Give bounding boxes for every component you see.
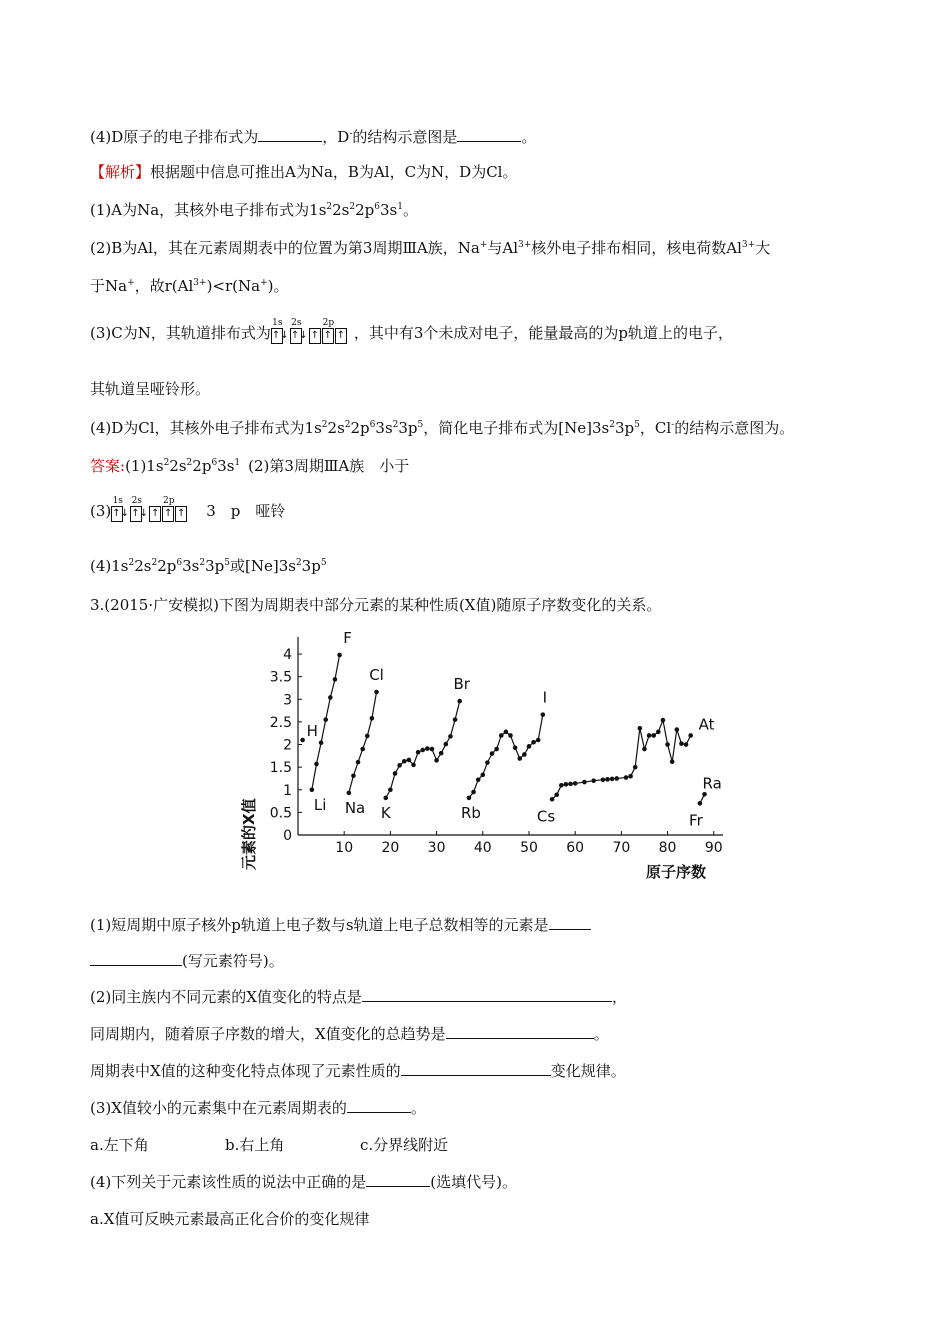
option-c[interactable]: c.分界线附近 [360, 1136, 449, 1154]
answer-blank[interactable] [401, 1061, 551, 1076]
answer-blank[interactable] [457, 127, 521, 142]
element-label: Rb [460, 803, 481, 822]
data-point [559, 783, 564, 788]
text: (4)D原子的电子排布式为 [90, 128, 259, 146]
data-point [310, 787, 315, 792]
data-point [601, 778, 606, 783]
answer-tag: 答案: [90, 457, 126, 475]
analysis-p3-cont: 其轨道呈哑铃形。 [90, 380, 211, 398]
data-point [365, 734, 370, 739]
y-tick-label: 0 [283, 828, 292, 844]
element-label: Li [313, 795, 327, 814]
data-point [453, 717, 458, 722]
data-point [698, 801, 703, 806]
data-point [333, 677, 338, 682]
data-point [319, 740, 324, 745]
data-point [665, 742, 670, 747]
x-value-chart [240, 628, 732, 885]
y-tick-label: 2.5 [269, 714, 292, 731]
data-point [360, 747, 365, 752]
data-point [407, 758, 412, 763]
sup: - [349, 129, 353, 139]
answer-blank[interactable] [366, 1172, 430, 1187]
answer-blank[interactable] [446, 1024, 594, 1039]
q3-s2: (2)同主族内不同元素的X值变化的特点是 ， [90, 988, 627, 1006]
data-point [467, 796, 472, 801]
data-point [402, 759, 407, 764]
element-label: F [343, 628, 352, 647]
data-point [550, 797, 555, 802]
data-point [591, 778, 596, 783]
answer-line-1: 答案$:(1)1s^22s^22p^63s^1$ (2)第3周期ⅢA族 小于 [90, 457, 410, 475]
data-point [513, 745, 518, 750]
data-point [434, 758, 439, 763]
data-point [541, 712, 546, 717]
text: 的结构示意图是 [352, 128, 458, 146]
x-tick-label: 20 [381, 840, 400, 856]
chart-axes [270, 637, 723, 856]
data-point [485, 760, 490, 765]
element-label: Cl [369, 666, 384, 685]
orbital-1s: 1s ↑↓ [111, 496, 124, 522]
q3-s1-cont: (写元素符号)。 [90, 950, 284, 972]
element-label: Cs [536, 807, 556, 826]
data-point [457, 699, 462, 704]
data-point [679, 741, 684, 746]
data-point [388, 787, 393, 792]
option-a[interactable]: a.左下角 [90, 1136, 149, 1154]
data-point [374, 690, 379, 695]
answer-blank[interactable] [549, 915, 591, 930]
answer-blank[interactable] [347, 1098, 411, 1113]
y-tick-label: 1 [283, 782, 292, 799]
data-point [439, 751, 444, 756]
y-tick-label: 4 [283, 647, 292, 664]
q3-s2-cont: 同周期内，随着原子序数的增大，X值变化的总趋势是 。 [90, 1025, 609, 1043]
data-point [499, 733, 504, 738]
data-point [568, 782, 573, 787]
data-point [582, 780, 587, 785]
x-tick-label: 80 [658, 840, 677, 856]
data-point [605, 777, 610, 782]
q3-s1: (1)短周期中原子核外p轨道上电子数与s轨道上电子总数相等的元素是 [90, 914, 591, 936]
chart-marks [300, 629, 721, 829]
text: ，D [322, 128, 350, 146]
data-point [517, 756, 522, 761]
element-label: Fr [689, 811, 703, 830]
data-point [684, 742, 689, 747]
data-point [647, 733, 652, 738]
question-3-title: 3.(2015·广安模拟)下图为周期表中部分元素的某种性质(X值)随原子序数变化的关系。 [90, 596, 662, 614]
q3-s3: (3)X值较小的元素集中在元素周期表的 。 [90, 1099, 426, 1117]
orbital-1s: 1s ↑↓ [271, 318, 284, 344]
data-point [444, 742, 449, 747]
series-line [469, 715, 543, 798]
answer-blank[interactable] [362, 987, 612, 1002]
data-point [448, 734, 453, 739]
data-point [314, 762, 319, 767]
chart-ylabel: 元素的X值 [240, 798, 258, 870]
data-point [490, 751, 495, 756]
data-point [397, 763, 402, 768]
data-point [476, 778, 481, 783]
data-point [351, 773, 356, 778]
analysis-p2-cont: 于Na+，故$r(Al^{3+})<r(Na^+)$。 [90, 277, 289, 295]
analysis-p3: (3)C为N，其轨道排布式为 1s ↑↓ 2s ↑↓ 2p ↑ ↑ ↑ ，其中有3个未成对电子，能量最高的为p轨道上的电子， [90, 318, 734, 342]
data-point [383, 796, 388, 801]
data-point [522, 752, 527, 757]
element-label: Ra [702, 774, 722, 793]
x-tick-label: 90 [704, 840, 723, 856]
data-point [370, 716, 375, 721]
data-point [702, 792, 707, 797]
data-point [536, 738, 541, 743]
data-point [554, 792, 559, 797]
chart-xlabel: 原子序数 [646, 863, 707, 881]
x-tick-label: 10 [335, 840, 354, 856]
series-line [552, 720, 691, 799]
element-label: At [698, 715, 715, 734]
data-point [688, 733, 693, 738]
data-point [347, 791, 352, 796]
data-point [504, 730, 509, 735]
data-point [564, 782, 569, 787]
q3-s4-option-a[interactable]: a.X值可反映元素最高正化合价的变化规律 [90, 1210, 370, 1228]
q3-s2-cont2: 周期表中X值的这种变化特点体现了元素性质的 变化规律。 [90, 1062, 626, 1080]
x-tick-label: 60 [566, 840, 585, 856]
option-b[interactable]: b.右上角 [225, 1136, 285, 1154]
y-tick-label: 3 [283, 692, 292, 709]
answer-line-4: $(4)1s^22s^22p^63s^23p^5$或$[Ne]3s^23p^5$ [90, 557, 327, 575]
analysis-intro [90, 161, 517, 183]
x-tick-label: 40 [473, 840, 492, 856]
data-point [393, 771, 398, 776]
analysis-p2: (2)B为Al，其在元素周期表中的位置为第3周期ⅢA族，Na+与$Al^{3+}$核外电子排布相同，核电荷数$Al^{3+}$大 [90, 239, 771, 257]
data-point [411, 763, 416, 768]
data-point [471, 790, 476, 795]
q4-line [90, 126, 536, 148]
data-point [661, 718, 666, 723]
data-point [628, 774, 633, 779]
analysis-p4: (4)D为Cl，其核外电子排布式为$1s^22s^22p^63s^23p^5$，简化电子排布式为$[Ne]3s^23p^5$，Cl-的结构示意图为。 [90, 419, 795, 437]
data-point [614, 776, 619, 781]
answer-blank[interactable] [258, 127, 322, 142]
data-point [638, 726, 643, 731]
data-point [527, 744, 532, 749]
data-point [610, 777, 615, 782]
data-point [420, 748, 425, 753]
text: 根据题中信息可推出A为Na，B为Al，C为N，D为Cl。 [150, 163, 518, 181]
element-label: I [542, 688, 548, 707]
analysis-p1: (1)A为Na，其核外电子排布式为$1s^22s^22p^63s^1$。 [90, 201, 418, 219]
data-point [573, 781, 578, 786]
x-tick-label: 30 [427, 840, 446, 856]
y-tick-label: 2 [283, 737, 292, 754]
q3-s3-options [90, 1134, 448, 1156]
orbital-2s: 2s ↑↓ [290, 318, 303, 344]
text: 。 [521, 128, 537, 146]
y-tick-label: 1.5 [269, 760, 292, 777]
data-point [494, 747, 499, 752]
data-point [656, 730, 661, 735]
data-point [633, 765, 638, 770]
element-label: Na [344, 798, 366, 817]
orbital-2s: 2s ↑↓ [130, 496, 143, 522]
answer-line-3: (3) 1s ↑↓ 2s ↑↓ 2p ↑ ↑ ↑ 3 p 哑铃 [90, 496, 286, 520]
element-label: H [306, 722, 318, 740]
y-tick-label: 0.5 [269, 805, 292, 822]
data-point [425, 746, 430, 751]
data-point [356, 760, 361, 765]
element-label: K [380, 803, 391, 822]
data-point [337, 653, 342, 658]
data-point [642, 747, 647, 752]
x-tick-label: 70 [612, 840, 631, 856]
answer-blank[interactable] [90, 951, 182, 966]
element-label: Br [453, 675, 470, 694]
data-point [531, 740, 536, 745]
data-point [430, 747, 435, 752]
data-point [675, 727, 680, 732]
data-point [323, 717, 328, 722]
orbital-2p: 2p ↑ ↑ ↑ [149, 496, 188, 522]
data-point [416, 750, 421, 755]
orbital-2p: 2p ↑ ↑ ↑ [309, 318, 348, 344]
data-point [651, 733, 656, 738]
y-tick-label: 3.5 [269, 669, 292, 686]
analysis-tag: 【解析】 [90, 163, 151, 181]
data-point [300, 738, 305, 743]
data-point [624, 775, 629, 780]
data-point [670, 759, 675, 764]
x-tick-label: 50 [520, 840, 538, 856]
q3-s4: (4)下列关于元素该性质的说法中正确的是 (选填代号)。 [90, 1173, 517, 1191]
data-point [480, 773, 485, 778]
data-point [328, 695, 333, 700]
data-point [508, 733, 513, 738]
